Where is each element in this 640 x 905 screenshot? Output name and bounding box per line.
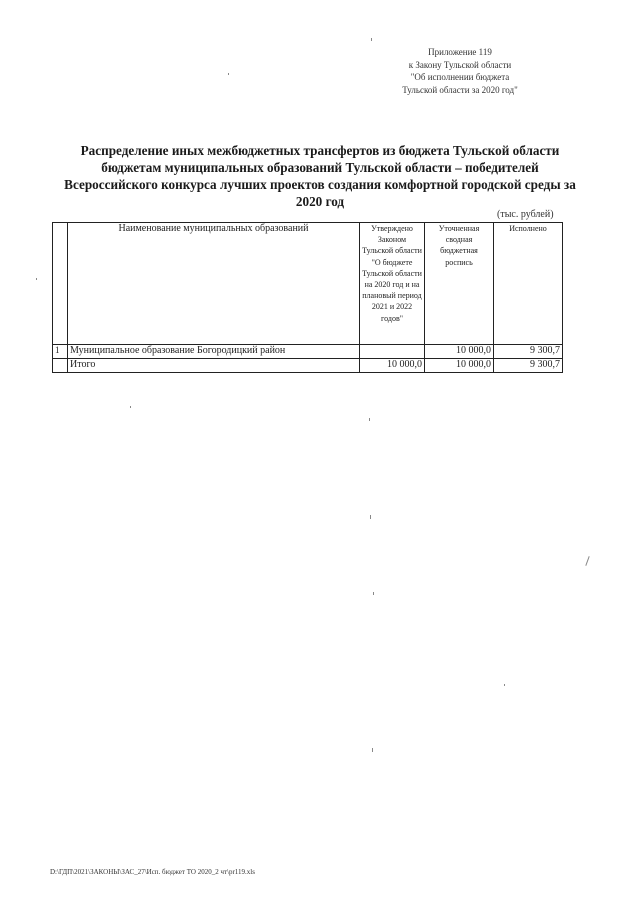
row-name: Муниципальное образование Богородицкий район [68, 345, 360, 359]
file-path-footer: D:\ГДП\2021\ЗАКОНЫ\ЗАС_27\Исп. бюджет ТО 2020_2 чт\pr119.xls [50, 868, 255, 876]
appendix-line-1: Приложение 119 [428, 47, 492, 57]
appendix-header [360, 46, 560, 96]
row-approved [360, 345, 425, 359]
appendix-line-2: к Закону Тульской области [408, 59, 512, 70]
scan-speck [372, 748, 373, 752]
appendix-line-3: "Об исполнении бюджета [410, 72, 510, 82]
scan-speck [585, 556, 589, 566]
header-refined: Уточненная сводная бюджетная роспись [425, 223, 494, 345]
total-refined: 10 000,0 [425, 359, 494, 373]
scan-speck [504, 684, 505, 686]
scan-speck [369, 418, 370, 421]
scan-speck [228, 73, 229, 75]
scan-speck [370, 515, 371, 519]
scan-speck [373, 592, 374, 595]
title-line-2: бюджетам муниципальных образований Тульской области – победителей [101, 160, 539, 175]
unit-label: (тыс. рублей) [497, 209, 554, 220]
title-line-1: Распределение иных межбюджетных трансфертов из бюджета Тульской области [80, 143, 560, 158]
total-name: Итого [68, 359, 360, 373]
title-line-4: 2020 год [295, 194, 345, 209]
total-executed: 9 300,7 [494, 359, 563, 373]
total-num [53, 359, 68, 373]
scan-speck [371, 38, 372, 41]
header-executed: Исполнено [494, 223, 563, 345]
title-line-3: Всероссийского конкурса лучших проектов создания комфортной городской среды за [64, 177, 576, 192]
row-num: 1 [53, 345, 68, 359]
row-executed: 9 300,7 [494, 345, 563, 359]
transfers-table [52, 222, 563, 373]
scan-speck [36, 278, 37, 280]
row-refined: 10 000,0 [425, 345, 494, 359]
header-name: Наименование муниципальных образований [68, 223, 360, 345]
appendix-line-4: Тульской области за 2020 год" [402, 84, 518, 95]
header-approved: Утверждено Законом Тульской области "О бюджете Тульской области на 2020 год и на плановый период 2021 и 2022 годов" [360, 223, 425, 345]
table-total-row [53, 359, 563, 373]
table-row [53, 345, 563, 359]
header-num-cell [53, 223, 68, 345]
document-title [50, 142, 590, 210]
scan-speck [130, 406, 131, 408]
total-approved: 10 000,0 [360, 359, 425, 373]
table-header-row [53, 223, 563, 345]
